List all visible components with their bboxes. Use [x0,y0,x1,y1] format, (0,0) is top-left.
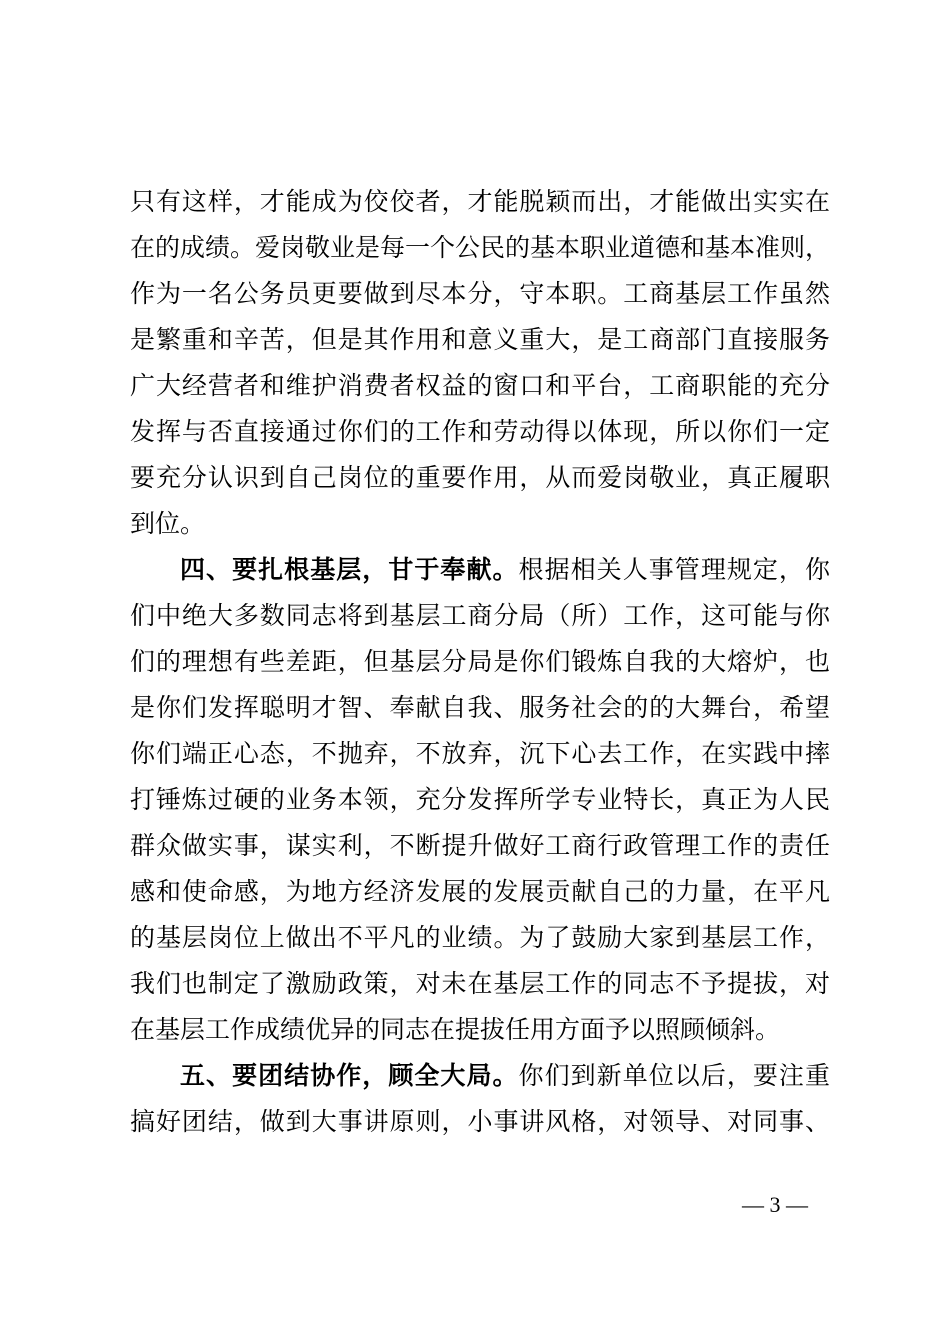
paragraph-2-line: 打锤炼过硬的业务本领，充分发挥所学专业特长，真正为人民 [130,785,830,814]
section-heading-4: 四、要扎根基层，甘于奉献。 [180,555,519,584]
paragraph-2-line: 你们端正心态，不抛弃，不放弃，沉下心去工作，在实践中摔 [130,739,830,768]
paragraph-1-line: 在的成绩。爱岗敬业是每一个公民的基本职业道德和基本准则， [130,233,831,262]
paragraph-1-line: 作为一名公务员更要做到尽本分，守本职。工商基层工作虽然 [130,279,830,308]
paragraph-1-line: 到位。 [130,509,206,538]
paragraph-2-line: 是你们发挥聪明才智、奉献自我、服务社会的的大舞台，希望 [130,693,830,722]
paragraph-2-first-line-text: 根据相关人事管理规定，你 [518,555,830,584]
paragraph-2-line: 们中绝大多数同志将到基层工商分局（所）工作，这可能与你 [130,601,830,630]
paragraph-3-line: 搞好团结，做到大事讲原则，小事讲风格，对领导、对同事、 [130,1107,830,1136]
paragraph-2-line: 感和使命感，为地方经济发展的发展贡献自己的力量，在平凡 [130,877,830,906]
paragraph-2-line: 我们也制定了激励政策，对未在基层工作的同志不予提拔，对 [130,969,830,998]
paragraph-3-first-line [180,1054,830,1098]
paragraph-2-line: 们的理想有些差距，但基层分局是你们锻炼自我的大熔炉，也 [130,647,830,676]
paragraph-2-line: 群众做实事，谋实利，不断提升做好工商行政管理工作的责任 [130,831,830,860]
paragraph-1-line: 要充分认识到自己岗位的重要作用，从而爱岗敬业，真正履职 [130,463,830,492]
paragraph-3-first-line-text: 你们到新单位以后，要注重 [518,1061,830,1090]
section-heading-5: 五、要团结协作，顾全大局。 [180,1061,519,1090]
paragraph-1-line: 发挥与否直接通过你们的工作和劳动得以体现，所以你们一定 [130,417,830,446]
paragraph-2-first-line [180,548,830,592]
paragraph-2-line: 在基层工作成绩优异的同志在提拔任用方面予以照顾倾斜。 [130,1015,781,1044]
page-number: — 3 — [742,1192,808,1217]
paragraph-1-line: 是繁重和辛苦，但是其作用和意义重大，是工商部门直接服务 [130,325,830,354]
paragraph-1-line: 广大经营者和维护消费者权益的窗口和平台，工商职能的充分 [130,371,830,400]
paragraph-2-line: 的基层岗位上做出不平凡的业绩。为了鼓励大家到基层工作， [130,923,830,952]
paragraph-1-line: 只有这样，才能成为佼佼者，才能脱颖而出，才能做出实实在 [130,187,830,216]
